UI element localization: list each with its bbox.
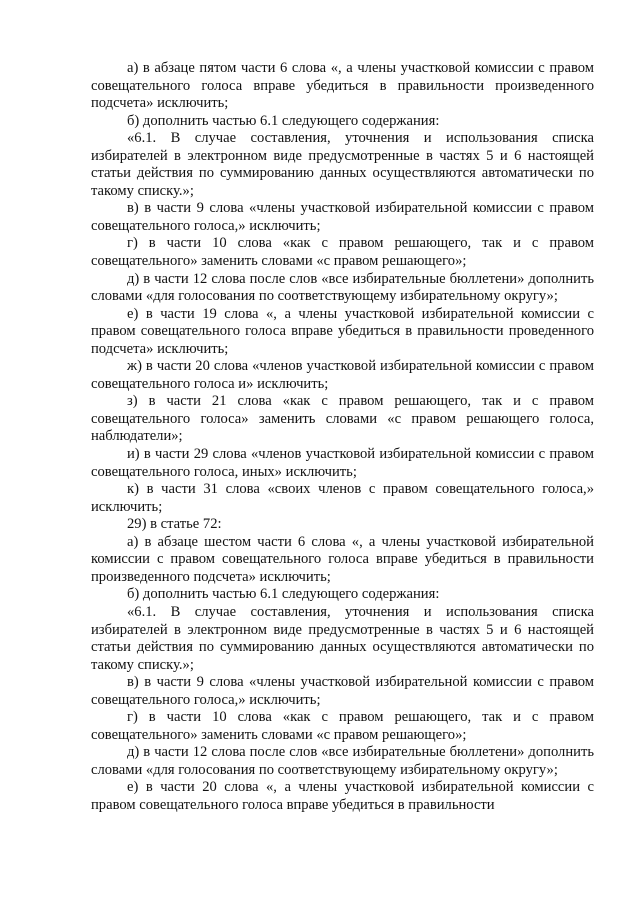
paragraph-8: ж) в части 20 слова «членов участковой избирательной комиссии с правом совещательного голоса и» исключить; [91,358,594,392]
paragraph-6: д) в части 12 слова после слов «все избирательные бюллетени» дополнить словами «для голосования по соответствующему избирательному округу»; [91,270,594,305]
paragraph-1: а) в абзаце пятом части 6 слова «, а члены участковой комиссии с правом совещательного голоса вправе убедиться в правильности произведенного подсчета» исключить; [91,60,594,112]
paragraph-5: г) в части 10 слова «как с правом решающего, так и с правом совещательного» заменить словами «с правом решающего»; [91,235,594,270]
paragraph-18: д) в части 12 слова после слов «все избирательные бюллетени» дополнить словами «для голосования по соответствующему избирательному округу»; [91,744,594,778]
paragraph-7: е) в части 19 слова «, а члены участковой избирательной комиссии с правом совещательного голоса вправе убедиться в правильности проведенного подсчета» исключить; [91,305,594,357]
paragraph-13: а) в абзаце шестом части 6 слова «, а члены участковой избирательной комиссии с правом совещательного голоса вправе убедиться в правильности произведенного подсчета» исключить; [91,533,594,585]
paragraph-16: в) в части 9 слова «члены участковой избирательной комиссии с правом совещательного голоса,» исключить; [91,674,594,708]
paragraph-12: 29) в статье 72: [127,516,222,533]
paragraph-2: б) дополнить частью 6.1 следующего содержания: [127,112,440,129]
paragraph-14: б) дополнить частью 6.1 следующего содержания: [127,586,440,603]
paragraph-11: к) в части 31 слова «своих членов с правом совещательного голоса,» исключить; [91,481,594,515]
paragraph-10: и) в части 29 слова «членов участковой избирательной комиссии с правом совещательного голоса, иных» исключить; [91,446,594,480]
paragraph-15: «6.1. В случае составления, уточнения и использования списка избирателей в электронном виде предусмотренные в частях 5 и 6 настоящей статьи действия по суммированию данных осуществляются автоматически по такому списку.»; [91,603,594,673]
paragraph-9: з) в части 21 слова «как с правом решающего, так и с правом совещательного голоса» заменить словами «с правом решающего голоса, наблюдатели»; [91,393,594,445]
paragraph-17: г) в части 10 слова «как с правом решающего, так и с правом совещательного» заменить словами «с правом решающего»; [91,709,594,743]
paragraph-19: е) в части 20 слова «, а члены участковой избирательной комиссии с правом совещательного голоса вправе убедиться в правильности [91,779,594,813]
paragraph-3: «6.1. В случае составления, уточнения и использования списка избирателей в электронном виде предусмотренные в частях 5 и 6 настоящей статьи действия по суммированию данных осуществляются автоматически по такому списку.»; [91,130,594,199]
document-body [91,60,594,815]
paragraph-4: в) в части 9 слова «члены участковой избирательной комиссии с правом совещательного голоса,» исключить; [91,200,594,234]
